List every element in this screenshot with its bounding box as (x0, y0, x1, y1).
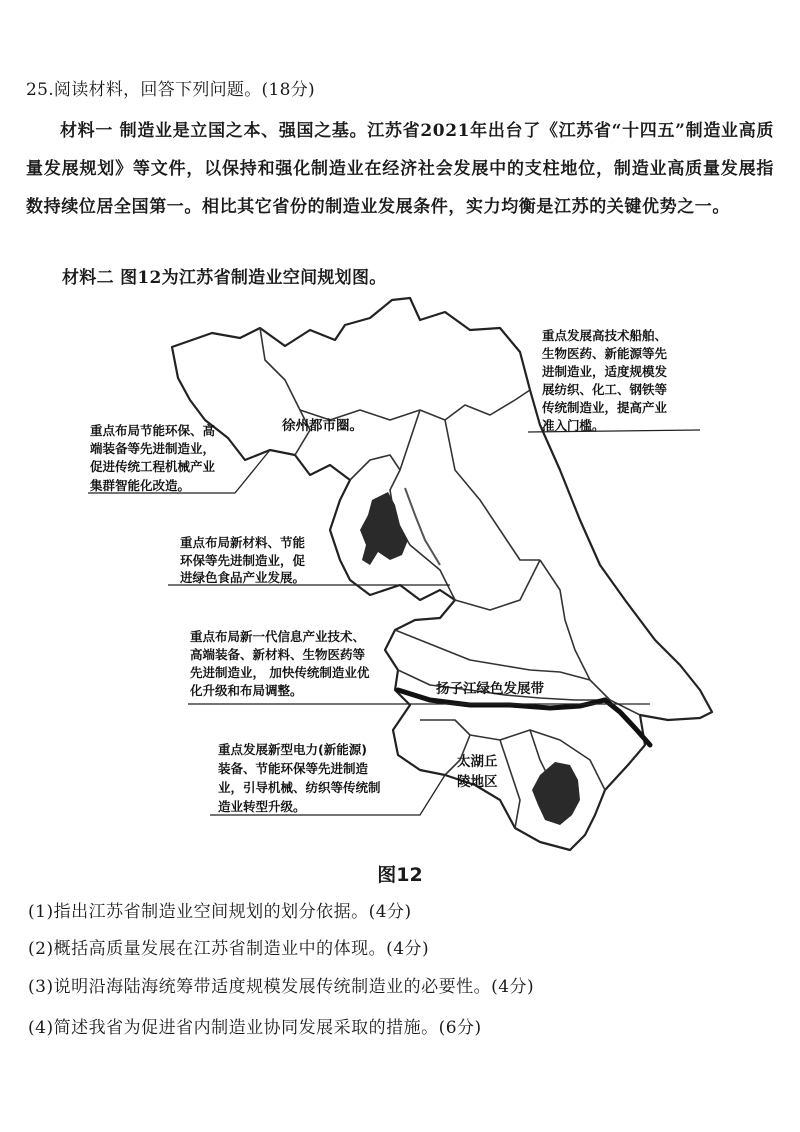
central-line: 环保等先进制造业，促 (180, 553, 306, 568)
coastal-line: 准入门槛。 (542, 418, 605, 433)
central-line: 进绿色食品产业发展。 (180, 570, 306, 585)
jiangsu-manufacturing-map (0, 290, 800, 855)
coastal-line: 展纺织、化工、钢铁等 (542, 382, 668, 397)
xuzhou-line: 端装备等先进制造业， (90, 441, 216, 456)
taihu-label-line: 陵地区 (457, 774, 498, 790)
south-line: 装备、节能环保等先进制造 (218, 761, 369, 776)
yangtze-line: 高端装备、新材料、生物医药等 (190, 647, 366, 662)
xuzhou-region-label: 徐州都市圈。 (282, 418, 363, 434)
sub-question-4: (4)简述我省为促进省内制造业协同发展采取的措施。(6分) (28, 1018, 482, 1038)
figure-caption: 图12 (377, 864, 423, 886)
xuzhou-line: 重点布局节能环保、高 (90, 423, 216, 438)
xuzhou-line: 集群智能化改造。 (90, 478, 191, 493)
material-two: 材料二 图12为江苏省制造业空间规划图。 (62, 268, 387, 288)
sub-question-2: (2)概括高质量发展在江苏省制造业中的体现。(4分) (28, 939, 430, 959)
sub-question-3: (3)说明沿海陆海统筹带适度规模发展传统制造业的必要性。(4分) (28, 977, 535, 997)
coastal-line: 进制造业，适度规模发 (542, 364, 668, 379)
coastal-line: 传统制造业，提高产业 (542, 400, 668, 415)
south-line: 业，引导机械、纺织等传统制 (218, 780, 381, 795)
sub-question-1: (1)指出江苏省制造业空间规划的划分依据。(4分) (28, 902, 412, 922)
central-annotation (179, 535, 309, 585)
taihu-region-label (457, 753, 502, 790)
question-title: 25.阅读材料，回答下列问题。(18分) (26, 80, 315, 100)
south-annotation (218, 742, 385, 814)
coastal-line: 重点发展高技术船舶、 (542, 328, 668, 343)
coastal-annotation (541, 328, 671, 433)
taihu-lake (532, 762, 580, 825)
yangtze-annotation (189, 629, 374, 698)
central-line: 重点布局新材料、节能 (180, 535, 306, 550)
coastal-line: 生物医药、新能源等先 (542, 346, 668, 361)
yangtze-belt-label: 扬子江绿色发展带 (436, 681, 544, 697)
yangtze-line: 化升级和布局调整。 (190, 683, 303, 698)
xuzhou-line: 促进传统工程机械产业 (90, 459, 216, 474)
south-line: 造业转型升级。 (218, 799, 306, 814)
hongze-lake (360, 492, 408, 565)
material-one: 材料一 制造业是立国之本、强国之基。江苏省2021年出台了《江苏省“十四五”制造业高质量发展规划》等文件，以保持和强化制造业在经济社会发展中的支柱地位，制造业高质量发展指数持续位居全国第一。相比其它省份的制造业发展条件，实力均衡是江苏的关键优势之一。 (26, 121, 774, 217)
canal-line (405, 488, 440, 565)
yangtze-line: 重点布局新一代信息产业技术、 (190, 629, 366, 644)
taihu-label-line: 太湖丘 (457, 754, 498, 770)
south-line: 重点发展新型电力(新能源) (218, 742, 367, 757)
yangtze-line: 先进制造业， 加快传统制造业优 (190, 665, 370, 680)
xuzhou-annotation (89, 423, 219, 493)
yangtze-river (398, 690, 650, 745)
